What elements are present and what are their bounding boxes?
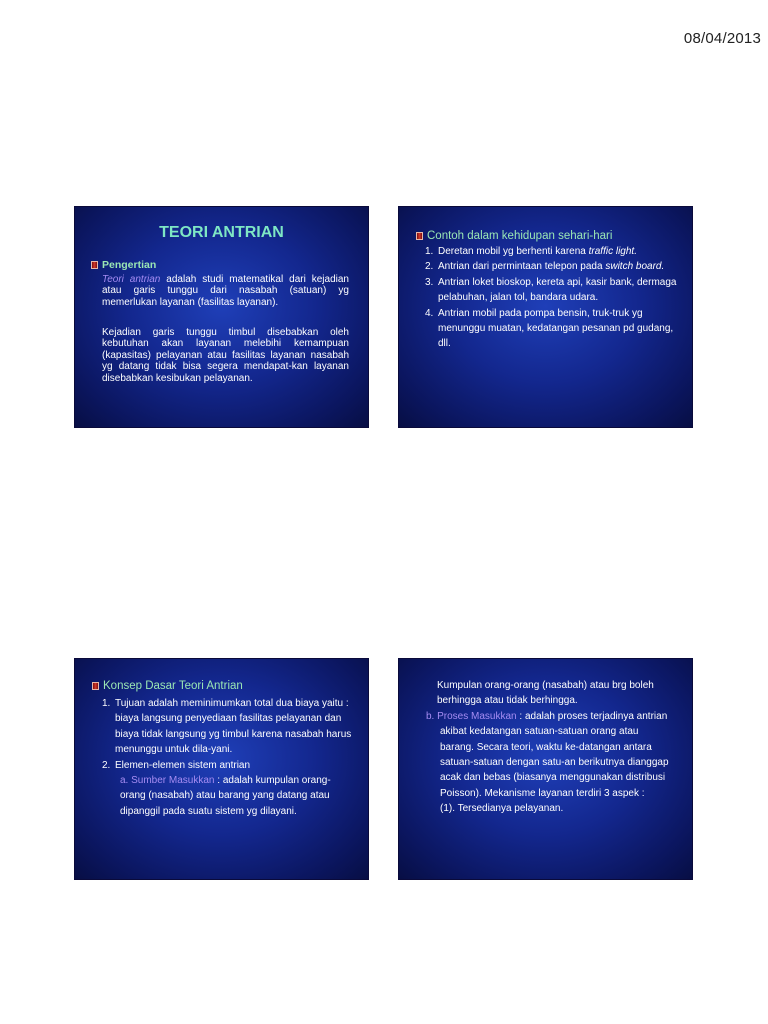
list-item: 1. Deretan mobil yg berhenti karena traffic light. [425,246,637,257]
concept-list [102,696,354,819]
slide-konsep-dasar [74,658,369,880]
sub-item-b: b. Proses Masukkan : adalah proses terjadinya antrian akibat kedatangan satuan-satuan orang atau barang. Secara teori, waktu ke-datangan antara satuan-satuan dengan satu-an berikutnya dianggap acak dan bebas (biasanya menggunakan distribusi Poisson). Mekanisme layanan terdiri 3 aspek : [426,710,669,799]
line-tersedianya: (1). Tersedianya pelayanan. [440,803,564,815]
bullet-square-icon [92,682,99,690]
list-item: 3. Antrian loket bioskop, kereta api, kasir bank, dermaga pelabuhan, jalan tol, bandara udara. [425,276,677,304]
label-sumber-masukkan: a. Sumber Masukkan [120,775,215,787]
list-item: 2. Elemen-elemen sistem antrian [102,759,251,771]
paragraph-kumpulan: Kumpulan orang-orang (nasabah) atau brg boleh berhingga atau tidak berhingga. [437,680,654,707]
slide-elemen-lanjutan [398,658,693,880]
bullet-heading: Konsep Dasar Teori Antrian [92,680,243,692]
list-item: 1. Tujuan adalah meminimumkan total dua biaya yaitu : biaya langsung penyediaan fasilitas pelayanan dan biaya tidak langsung yg timbul karena nasabah harus menunggu untuk dila-yani. [102,698,352,756]
list-item: 4. Antrian mobil pada pompa bensin, truk-truk yg menunggu muatan, kedatangan pesanan pd gudang, dll. [425,307,674,350]
list-item: 2. Antrian dari permintaan telepon pada switch board. [425,261,665,273]
slide-teori-antrian [74,206,369,428]
slide-contoh [398,206,693,428]
sub-item-a: a. Sumber Masukkan : adalah kumpulan orang-orang (nasabah) atau barang yang datang atau dipanggil pada suatu sistem yg dilayani. [120,775,331,817]
paragraph-explanation: Kejadian garis tunggu timbul disebabkan oleh kebutuhan akan layanan melebihi kemampuan (kapasitas) pelayanan atau fasilitas layanan nasabah yg datang tidak bisa segera mendapat-kan layanan disebabkan kesibukan pelayanan. [102,327,349,384]
label-proses-masukkan: b. Proses Masukkan [426,710,517,722]
term-teori-antrian: Teori antrian [102,274,161,285]
bullet-heading: Pengertian [91,259,156,271]
bullet-square-icon [416,232,423,240]
continuation-text [426,678,672,817]
slide-title: TEORI ANTRIAN [159,224,284,241]
page-date: 08/04/2013 [683,30,761,47]
paragraph-definition: Teori antrian adalah studi matematikal dari kejadian atau garis tunggu dari nasabah (satuan) yg memerlukan layanan (fasilitas layanan). [102,274,349,308]
bullet-square-icon [91,261,98,269]
bullet-heading: Contoh dalam kehidupan sehari-hari [416,230,612,242]
examples-list [425,244,682,352]
